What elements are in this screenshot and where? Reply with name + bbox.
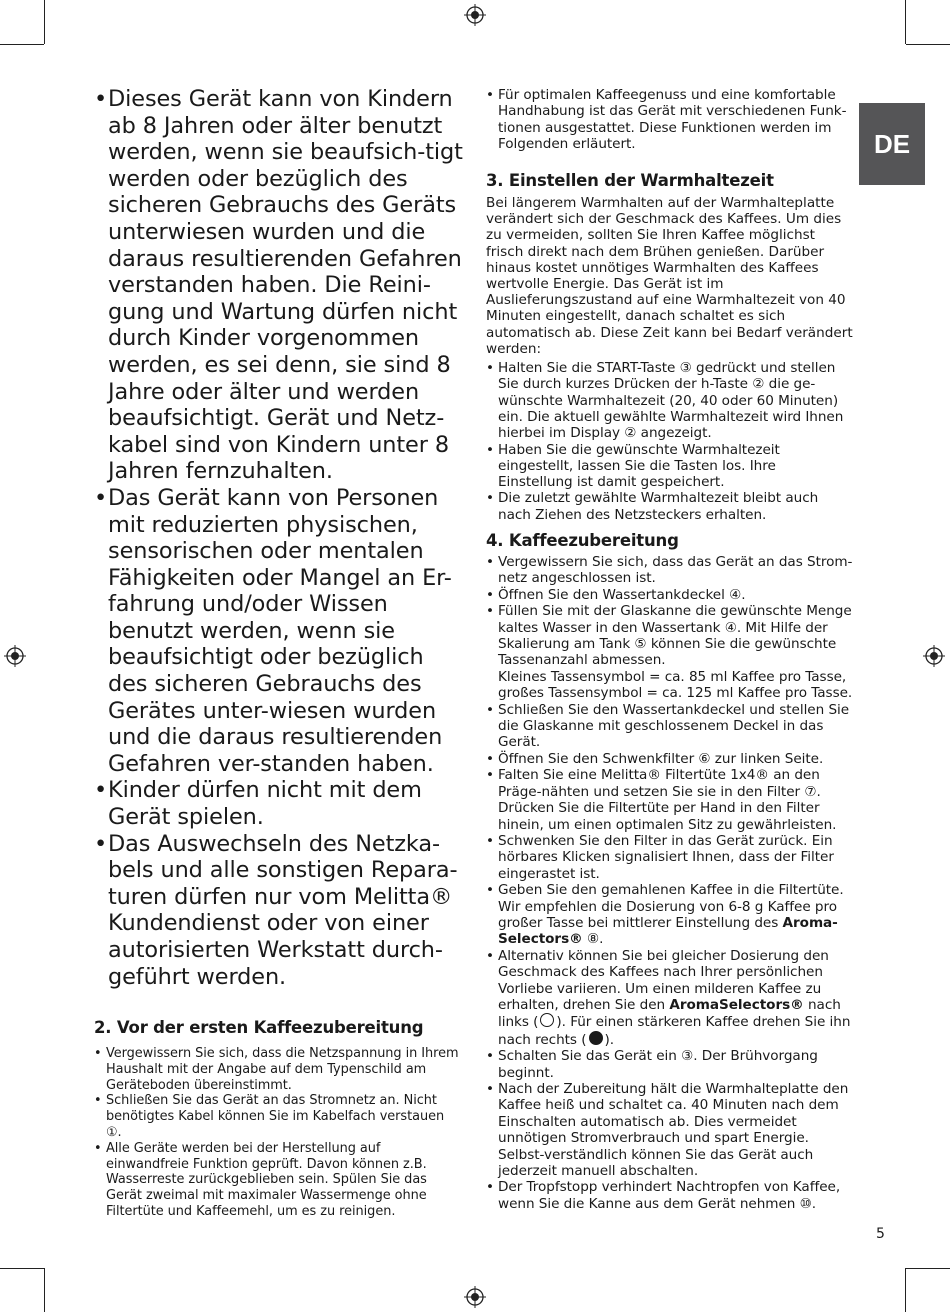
section-title: 3. Einstellen der Warmhaltezeit xyxy=(486,171,774,190)
list-item: • Kinder dürfen nicht mit dem Gerät spielen. xyxy=(94,777,464,830)
list-item xyxy=(486,948,854,1048)
list-item: • Für optimalen Kaffeegenuss und eine komfortable Handhabung ist das Gerät mit verschiedenen Funk-tionen ausgestattet. Diese Funktionen werden im Folgenden erläutert. xyxy=(486,87,854,153)
list-item xyxy=(486,603,854,701)
safety-list xyxy=(94,86,464,990)
aroma-selector-label: Aroma-Selectors® xyxy=(498,914,838,948)
list-item: • Dieses Gerät kann von Kindern ab 8 Jahren oder älter benutzt werden, wenn sie beaufsich-tigt werden oder bezüglich des sicheren Gebrauchs des Geräts unterwiesen wurden und die daraus resultierenden Gefahren verstanden haben. Die Reini-gung und Wartung dürfen nicht durch Kinder vorgenommen werden, es sei denn, sie sind 8 Jahre oder älter und werden beaufsichtigt. Gerät und Netz-kabel sind von Kindern unter 8 Jahren fernzuhalten. xyxy=(94,86,464,485)
list-item-text: Geben Sie den gemahlenen Kaffee in die Filtertüte. Wir empfehlen die Dosierung von 6-8 g Kaffee pro großer Tasse bei mittlerer Einstellung des xyxy=(498,882,844,931)
section-brewing xyxy=(486,531,854,1212)
list-item: • Vergewissern Sie sich, dass die Netzspannung in Ihrem Haushalt mit der Angabe auf dem Typenschild am Geräteboden übereinstimmt. xyxy=(94,1046,462,1093)
list-item: • Schalten Sie das Gerät ein ③. Der Brühvorgang beginnt. xyxy=(486,1048,854,1081)
crop-mark xyxy=(44,0,45,44)
section-list xyxy=(486,554,854,1212)
list-item: • Nach der Zubereitung hält die Warmhalteplatte den Kaffee heiß und schaltet ca. 40 Minuten nach dem Einschalten automatisch ab. Dies vermeidet unnötigen Stromverbrauch und spart Energie. Selbst-verständlich können Sie das Gerät auch jederzeit manuell abschalten. xyxy=(486,1081,854,1179)
safety-notes xyxy=(94,86,464,990)
cup-large-note: großes Tassensymbol = ca. 125 ml Kaffee pro Tasse. xyxy=(498,685,853,702)
list-item: • Schwenken Sie den Filter in das Gerät zurück. Ein hörbares Klicken signalisiert Ihnen, dass der Filter eingerastet ist. xyxy=(486,833,854,882)
crop-mark xyxy=(0,44,44,45)
list-item: • Öffnen Sie den Wassertankdeckel ④. xyxy=(486,587,854,603)
section-list xyxy=(94,1046,462,1220)
registration-mark-icon xyxy=(4,645,26,667)
intro xyxy=(486,87,854,153)
section-list xyxy=(486,360,854,523)
list-item: • Schließen Sie den Wassertankdeckel und stellen Sie die Glaskanne mit geschlossenem Deckel in das Gerät. xyxy=(486,702,854,751)
list-item: • Falten Sie eine Melitta® Filtertüte 1x4® an den Präge-nähten und setzen Sie sie in den Filter ⑦. Drücken Sie die Filtertüte per Hand in den Filter hinein, um einen optimalen Sitz zu gewährleisten. xyxy=(486,767,854,833)
list-item: • Das Gerät kann von Personen mit reduzierten physischen, sensorischen oder mentalen Fähigkeiten oder Mangel an Er-fahrung und/oder Wissen benutzt werden, wenn sie beaufsichtigt oder bezüglich des sicheren Gebrauchs des Gerätes unter-wiesen wurden und die daraus resultierenden Gefahren ver-standen haben. xyxy=(94,485,464,778)
list-item: • Haben Sie die gewünschte Warmhaltezeit eingestellt, lassen Sie die Tasten los. Ihre Einstellung ist damit gespeichert. xyxy=(486,442,854,491)
section-keep-warm xyxy=(486,171,854,523)
list-item: • Öffnen Sie den Schwenkfilter ⑥ zur linken Seite. xyxy=(486,751,854,767)
aroma-text: ). Für einen stärkeren Kaffee drehen Sie ihn nach rechts ( xyxy=(498,1014,851,1048)
strong-aroma-icon xyxy=(589,1031,603,1045)
intro-list xyxy=(486,87,854,153)
cup-small-note: Kleines Tassensymbol = ca. 85 ml Kaffee pro Tasse, xyxy=(498,668,847,685)
crop-mark xyxy=(906,44,950,45)
list-item: • Die zuletzt gewählte Warmhaltezeit bleibt auch nach Ziehen des Netzsteckers erhalten. xyxy=(486,490,854,523)
section-first-use xyxy=(94,1018,462,1220)
crop-mark xyxy=(0,1268,44,1269)
language-tab: DE xyxy=(859,103,925,185)
aroma-selector-name: AromaSelectors® xyxy=(669,996,804,1013)
page-number: 5 xyxy=(876,1226,885,1242)
crop-mark xyxy=(906,1268,950,1269)
list-item: • Der Tropfstopp verhindert Nachtropfen von Kaffee, wenn Sie die Kanne aus dem Gerät nehmen ⑩. xyxy=(486,1179,854,1212)
section-paragraph: Bei längerem Warmhalten auf der Warmhalteplatte verändert sich der Geschmack des Kaffees. Um dies zu vermeiden, sollten Sie Ihren Kaffee möglichst frisch direkt nach dem Brühen genießen. Darüber hinaus kostet unnötiges Warmhalten des Kaffees wertvolle Energie. Das Gerät ist im Auslieferungszustand auf eine Warmhaltezeit von 40 Minuten eingestellt, danach schaltet es sich automatisch ab. Diese Zeit kann bei Bedarf verändert werden: xyxy=(486,195,853,357)
registration-mark-icon xyxy=(923,645,945,667)
crop-mark xyxy=(905,1268,906,1312)
list-item: • Halten Sie die START-Taste ③ gedrückt und stellen Sie durch kurzes Drücken der h-Taste ② die ge-wünschte Warmhaltezeit (20, 40 oder 60 Minuten) ein. Die aktuell gewählte Warmhaltezeit wird Ihnen hierbei im Display ② angezeigt. xyxy=(486,360,854,441)
list-item: • Das Auswechseln des Netzka-bels und alle sonstigen Repara-turen dürfen nur vom Melitta® Kundendienst oder von einer autorisierten Werkstatt durch-geführt werden. xyxy=(94,831,464,991)
list-item xyxy=(486,882,854,948)
section-title: 2. Vor der ersten Kaffeezubereitung xyxy=(94,1018,424,1037)
list-item: • Vergewissern Sie sich, dass das Gerät an das Strom-netz angeschlossen ist. xyxy=(486,554,854,587)
list-item: • Schließen Sie das Gerät an das Stromnetz an. Nicht benötigtes Kabel können Sie im Kabelfach verstauen ①. xyxy=(94,1093,462,1140)
aroma-text: ). xyxy=(604,1031,615,1048)
list-item-text: Alternativ können Sie bei gleicher Dosierung den Geschmack des Kaffees nach Ihrer persönlichen Vorliebe variieren. Um einen milderen Kaffee zu erhalten, drehen Sie den xyxy=(498,947,829,1013)
registration-mark-icon xyxy=(464,4,486,26)
aroma-selector-ref: ⑧. xyxy=(586,931,604,948)
crop-mark xyxy=(44,1268,45,1312)
mild-aroma-icon xyxy=(540,1013,554,1027)
registration-mark-icon xyxy=(464,1286,486,1308)
list-item: • Alle Geräte werden bei der Herstellung auf einwandfreie Funktion geprüft. Davon können z.B. Wasserreste zurückgeblieben sein. Spülen Sie das Gerät zweimal mit maximaler Wassermenge ohne Filtertüte und Kaffeemehl, um es zu reinigen. xyxy=(94,1141,462,1220)
crop-mark xyxy=(905,0,906,44)
aroma-text: nach links ( xyxy=(498,996,841,1031)
section-title: 4. Kaffeezubereitung xyxy=(486,531,679,550)
list-item-text: Füllen Sie mit der Glaskanne die gewünschte Menge kaltes Wasser in den Wassertank ④. Mit Hilfe der Skalierung am Tank ⑤ können Sie die gewünschte Tassenanzahl abmessen. xyxy=(498,603,852,669)
